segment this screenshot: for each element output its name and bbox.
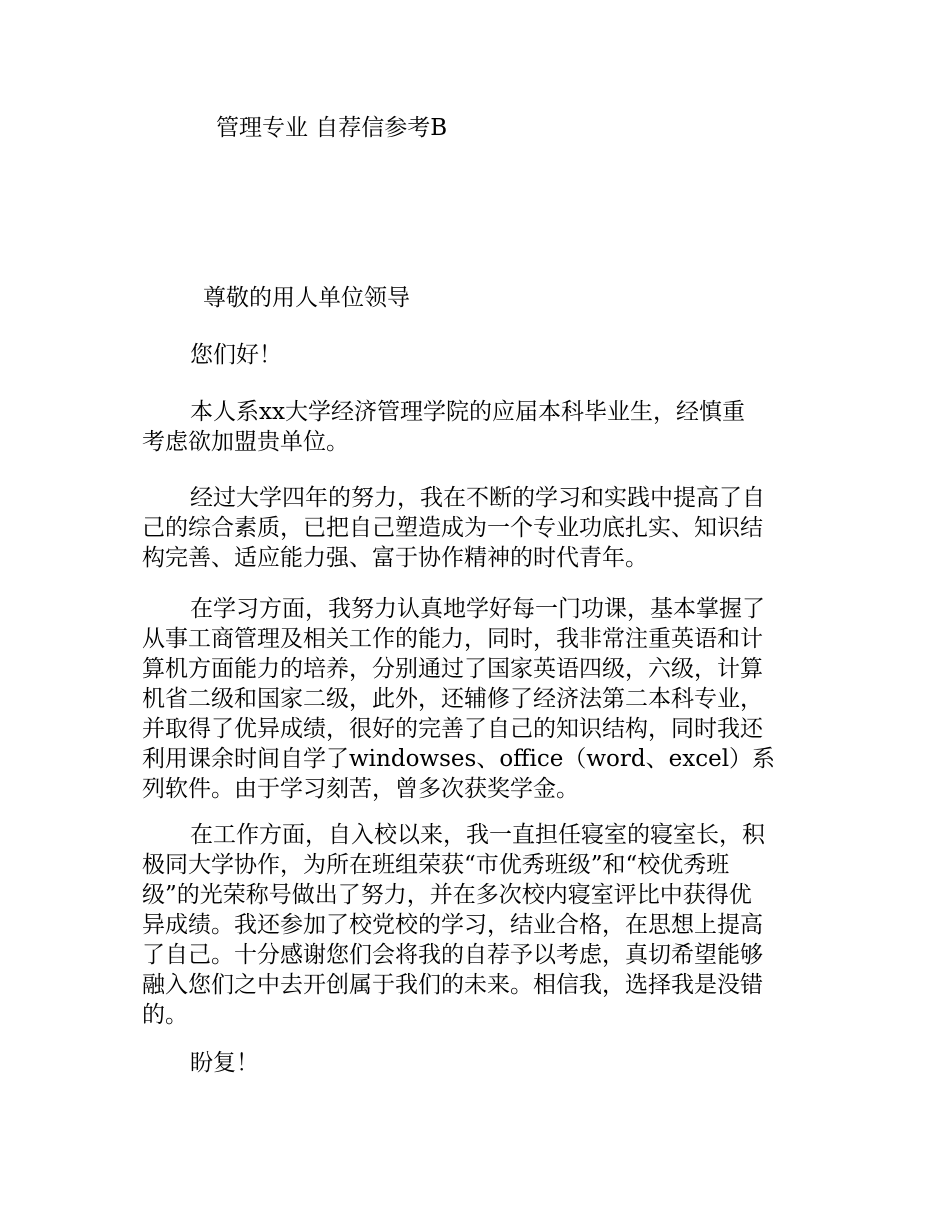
paragraph-line: 本人系xx大学经济管理学院的应届本科毕业生，经慎重 [190,399,745,425]
paragraph-line: 列软件。由于学习刻苦，曾多次获奖学金。 [142,776,579,802]
paragraph-line: 算机方面能力的培养，分别通过了国家英语四级，六级，计算 [142,656,763,682]
paragraph-line: 融入您们之中去开创属于我们的未来。相信我，选择我是没错 [142,972,763,998]
paragraph-line: 在工作方面，自入校以来，我一直担任寝室的寝室长，积 [190,822,765,848]
paragraph-line: 的。 [142,1002,188,1028]
greeting-paragraph [142,340,812,370]
paragraph-line: 利用课余时间自学了windowses、office（word、excel）系 [142,746,776,772]
paragraph-line: 经过大学四年的努力，我在不断的学习和实践中提高了自 [190,485,765,511]
paragraph-line: 机省二级和国家二级，此外，还辅修了经济法第二本科专业， [142,686,763,712]
paragraph-study [142,594,812,804]
closing: 盼复！ [190,1050,259,1076]
paragraph-line: 极同大学协作，为所在班组荣获“市优秀班级”和“校优秀班 [142,852,730,878]
paragraph-line: 并取得了优异成绩，很好的完善了自己的知识结构，同时我还 [142,716,763,742]
paragraph-line: 了自己。十分感谢您们会将我的自荐予以考虑，真切希望能够 [142,942,763,968]
paragraph-line: 级”的光荣称号做出了努力，并在多次校内寝室评比中获得优 [142,882,752,908]
paragraph-line: 构完善、适应能力强、富于协作精神的时代青年。 [142,545,648,571]
paragraph-line: 从事工商管理及相关工作的能力，同时，我非常注重英语和计 [142,626,763,652]
paragraph-line: 异成绩。我还参加了校党校的学习，结业合格，在思想上提高 [142,912,763,938]
paragraph-intro [142,397,812,457]
document-title: 管理专业 自荐信参考B [216,115,448,141]
paragraph-line: 在学习方面，我努力认真地学好每一门功课，基本掌握了 [190,596,765,622]
greeting: 您们好！ [190,342,282,368]
paragraph-work [142,820,812,1030]
paragraph-line: 己的综合素质，已把自己塑造成为一个专业功底扎实、知识结 [142,515,763,541]
paragraph-growth [142,483,812,573]
salutation: 尊敬的用人单位领导 [203,285,410,311]
paragraph-line: 考虑欲加盟贵单位。 [142,429,349,455]
closing-paragraph [142,1048,812,1078]
